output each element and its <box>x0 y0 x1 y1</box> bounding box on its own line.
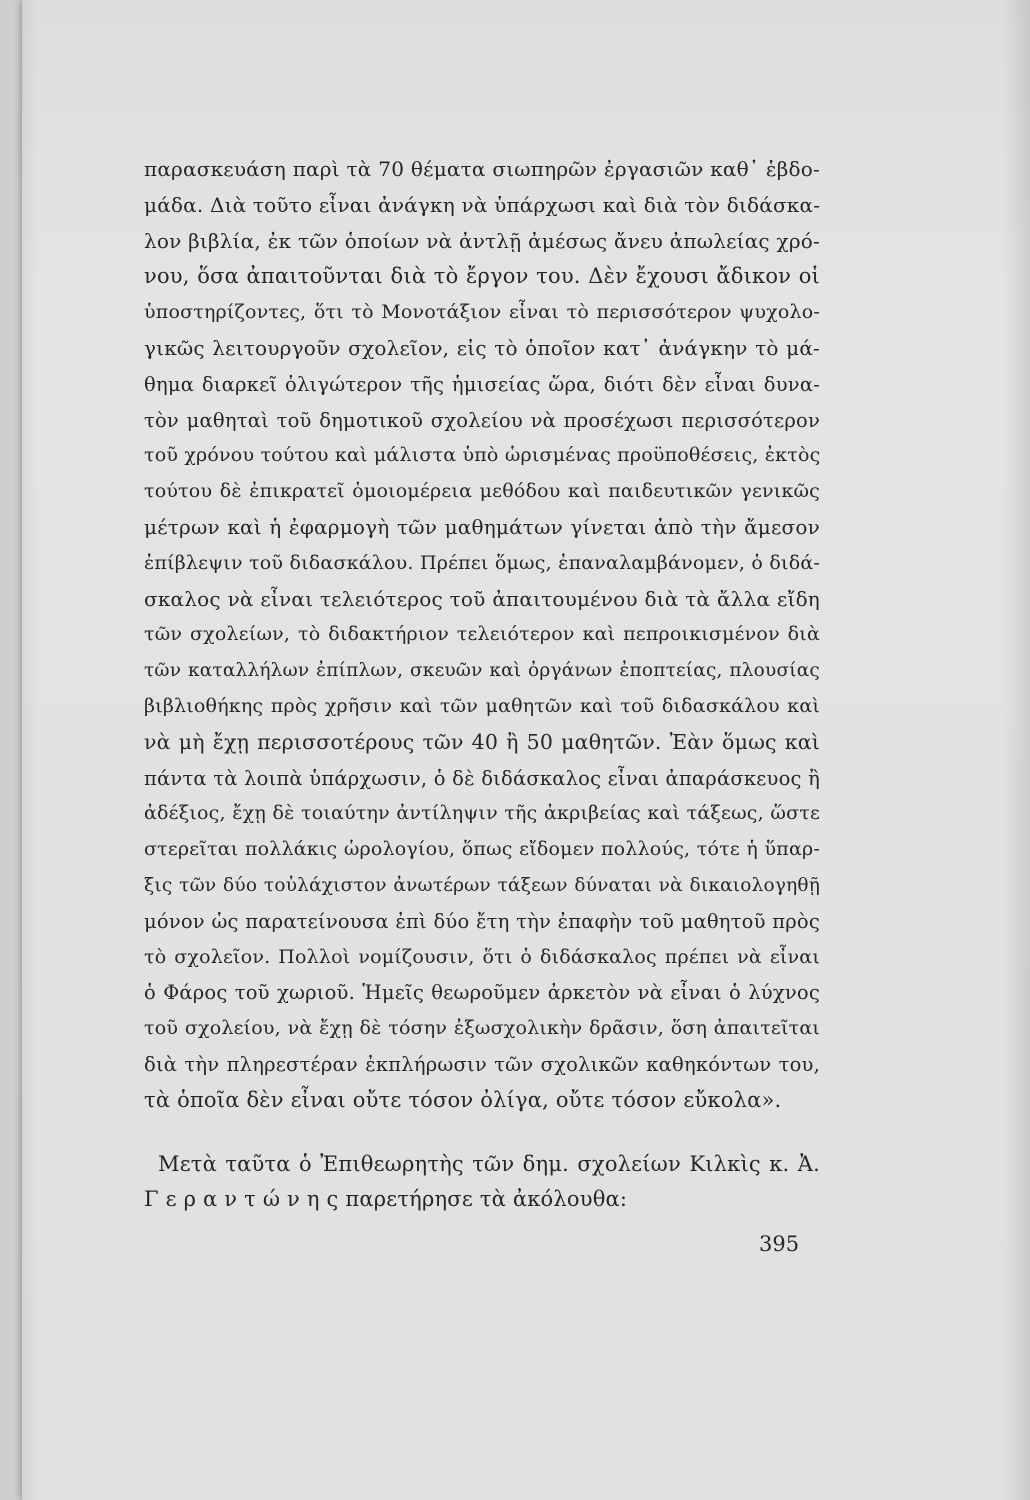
text-line: μάδα. Διὰ τοῦτο εἶναι ἀνάγκη νὰ ὑπάρχωσι καὶ διὰ τὸν διδάσκα- <box>144 192 821 217</box>
text-line: νου, ὅσα ἀπαιτοῦνται διὰ τὸ ἔργον του. Δὲν ἔχουσι ἄδικον οἱ <box>144 264 820 289</box>
page-number: 395 <box>759 1232 800 1256</box>
book-page <box>22 0 1030 1500</box>
text-line: τῶν σχολείων, τὸ διδακτήριον τελειότερον καὶ πεπροικισμένον διὰ <box>144 623 820 646</box>
text-line: διὰ τὴν πληρεστέραν ἐκπλήρωσιν τῶν σχολικῶν καθηκόντων του, <box>144 1052 820 1076</box>
text-line: τὸν μαθηταὶ τοῦ δημοτικοῦ σχολείου νὰ προσέχωσι περισσότερον <box>144 408 820 432</box>
text-line: ἐπίβλεψιν τοῦ διδασκάλου. Πρέπει ὅμως, ἐπαναλαμβάνομεν, ὁ διδά- <box>144 551 820 574</box>
text-line: τὸ σχολεῖον. Πολλοὶ νομίζουσιν, ὅτι ὁ διδάσκαλος πρέπει νὰ εἶναι <box>144 945 820 968</box>
text-line: γικῶς λειτουργοῦν σχολεῖον, εἰς τὸ ὁποῖον κατ᾽ ἀνάγκην τὸ μά- <box>144 335 820 360</box>
text-line: μέτρων καὶ ἡ ἐφαρμογὴ τῶν μαθημάτων γίνεται ἀπὸ τὴν ἄμεσον <box>144 514 820 539</box>
page-edge-shadow <box>1004 0 1030 1500</box>
text-line: νὰ μὴ ἔχῃ περισσοτέρους τῶν 40 ἢ 50 μαθητῶν. Ἐὰν ὅμως καὶ <box>144 729 820 754</box>
text-line: Μετὰ ταῦτα ὁ Ἐπιθεωρητὴς τῶν δημ. σχολείων Κιλκὶς κ. Ἀ. <box>158 1151 820 1176</box>
paragraph-2 <box>144 1147 820 1219</box>
text-line: στερεῖται πολλάκις ὡρολογίου, ὅπως εἴδομεν πολλούς, τότε ἡ ὕπαρ- <box>144 838 820 861</box>
paragraph-1 <box>144 152 820 1119</box>
text-line: τοῦ σχολείου, νὰ ἔχῃ δὲ τόσην ἐξωσχολικὴν δρᾶσιν, ὅση ἀπαιτεῖται <box>144 1017 820 1040</box>
text-line: τὰ ὁποῖα δὲν εἶναι οὔτε τόσον ὀλίγα, οὔτε τόσον εὔκολα». <box>144 1087 782 1112</box>
text-line: ὑποστηρίζοντες, ὅτι τὸ Μονοτάξιον εἶναι τὸ περισσότερον ψυχολο- <box>144 301 820 324</box>
text-line: ξις τῶν δύο τοὐλάχιστον ἀνωτέρων τάξεων δύναται νὰ δικαιολογηθῇ <box>144 874 820 896</box>
text-line: Γ ε ρ α ν τ ώ ν η ς παρετήρησε τὰ ἀκόλουθα: <box>144 1187 628 1212</box>
text-line: πάντα τὰ λοιπὰ ὑπάρχωσιν, ὁ δὲ διδάσκαλος εἶναι ἀπαράσκευος ἢ <box>144 766 820 790</box>
paragraph-gap <box>144 1119 820 1147</box>
text-line: τοῦ χρόνου τούτου καὶ μάλιστα ὑπὸ ὡρισμένας προϋποθέσεις, ἐκτὸς <box>144 444 821 467</box>
text-line: τῶν καταλλήλων ἐπίπλων, σκευῶν καὶ ὀργάνων ἐποπτείας, πλουσίας <box>144 660 820 682</box>
text-line: βιβλιοθήκης πρὸς χρῆσιν καὶ τῶν μαθητῶν καὶ τοῦ διδασκάλου καὶ <box>144 694 820 717</box>
text-line: σκαλος νὰ εἶναι τελειότερος τοῦ ἀπαιτουμένου διὰ τὰ ἄλλα εἴδη <box>144 586 820 611</box>
text-line: θημα διαρκεῖ ὀλιγώτερον τῆς ἡμισείας ὥρα, διότι δὲν εἶναι δυνα- <box>144 372 820 396</box>
text-line: παρασκευάση παρὶ τὰ 70 θέματα σιωπηρῶν ἐργασιῶν καθ᾽ ἑβδο- <box>144 157 820 181</box>
text-line: ὁ Φάρος τοῦ χωριοῦ. Ἡμεῖς θεωροῦμεν ἀρκετὸν νὰ εἶναι ὁ λύχνος <box>144 981 820 1005</box>
body-text <box>144 152 820 1218</box>
text-line: μόνον ὡς παρατείνουσα ἐπὶ δύο ἔτη τὴν ἐπαφὴν τοῦ μαθητοῦ πρὸς <box>144 909 820 933</box>
text-line: ἀδέξιος, ἔχῃ δὲ τοιαύτην ἀντίληψιν τῆς ἀκριβείας καὶ τάξεως, ὥστε <box>144 802 820 825</box>
text-line: τούτου δὲ ἐπικρατεῖ ὁμοιομέρεια μεθόδου καὶ παιδευτικῶν γενικῶς <box>144 480 820 503</box>
text-line: λον βιβλία, ἐκ τῶν ὁποίων νὰ ἀντλῇ ἀμέσως ἄνευ ἀπωλείας χρό- <box>144 228 820 253</box>
